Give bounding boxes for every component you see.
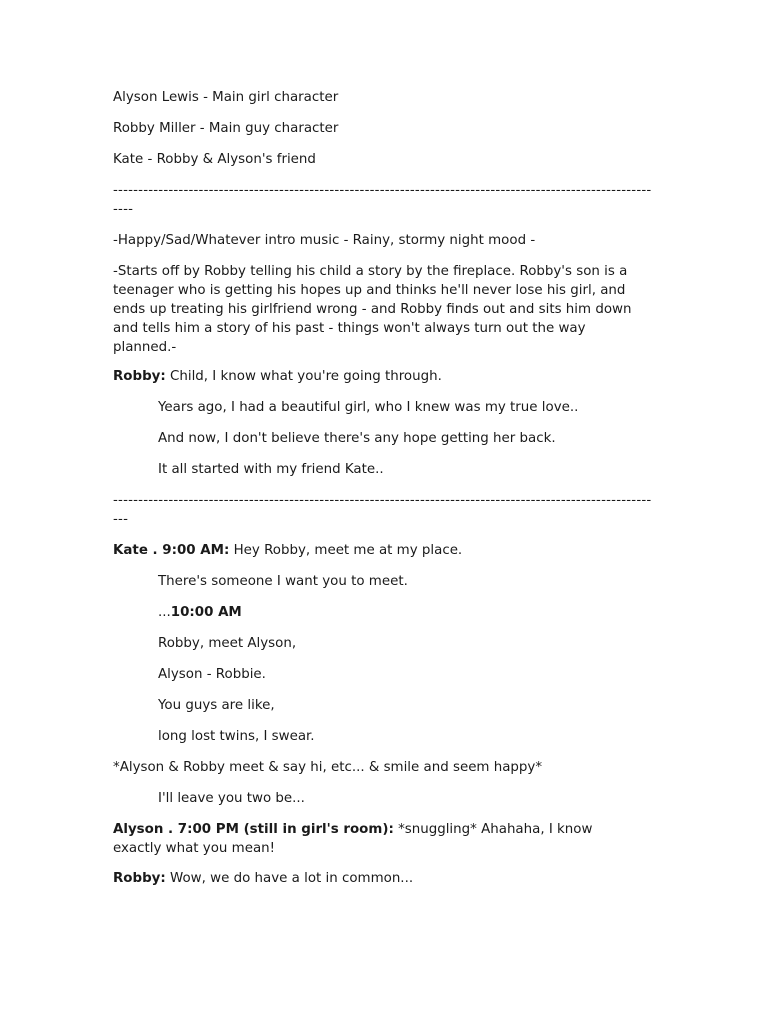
- cast-kate: Kate - Robby & Alyson's friend: [113, 152, 316, 167]
- kate-time-prefix: ...: [158, 605, 171, 620]
- robby-speech-first: [113, 367, 658, 386]
- kate-first-line: Hey Robby, meet me at my place.: [229, 543, 463, 558]
- speaker-robby-2: Robby:: [113, 871, 166, 886]
- robby-line-3: It all started with my friend Kate..: [158, 462, 384, 477]
- intro-music: -Happy/Sad/Whatever intro music - Rainy, stormy night mood -: [113, 233, 536, 248]
- kate-line-4: Alyson - Robbie.: [158, 667, 266, 682]
- cast-robby: Robby Miller - Main guy character: [113, 121, 339, 136]
- divider-1: ---------------------------------------------------------------------------------------------------------------: [113, 183, 652, 217]
- kate-line-5: You guys are like,: [158, 698, 275, 713]
- kate-line-3: Robby, meet Alyson,: [158, 636, 297, 651]
- robby-line-final: Wow, we do have a lot in common...: [165, 871, 414, 886]
- robby-first-line: Child, I know what you're going through.: [165, 369, 442, 384]
- kate-time: [158, 603, 658, 622]
- robby-line-2: And now, I don't believe there's any hope getting her back.: [158, 431, 556, 446]
- kate-line-2: There's someone I want you to meet.: [158, 574, 408, 589]
- stage-action: *Alyson & Robby meet & say hi, etc... & smile and seem happy*: [113, 760, 543, 775]
- cast-alyson: Alyson Lewis - Main girl character: [113, 90, 339, 105]
- robby-speech-2: [113, 869, 658, 888]
- speaker-robby: Robby:: [113, 369, 166, 384]
- speaker-kate: Kate . 9:00 AM:: [113, 543, 230, 558]
- robby-line-1: Years ago, I had a beautiful girl, who I knew was my true love..: [158, 400, 579, 415]
- alyson-speech: [113, 820, 633, 858]
- speaker-alyson: Alyson . 7:00 PM (still in girl's room):: [113, 822, 394, 837]
- kate-speech-first: [113, 541, 658, 560]
- divider-2: --------------------------------------------------------------------------------------------------------------: [113, 493, 652, 527]
- alyson-line: *snuggling* Ahahaha, I know exactly what you mean!: [113, 822, 593, 856]
- intro-description: -Starts off by Robby telling his child a story by the fireplace. Robby's son is a teenager who is getting his hopes up and thinks he'll never lose his girl, and ends up treating his girlfriend wrong - and Robby finds out and sits him down and tells him a story of his past - things won't always turn out the way planned.-: [113, 264, 632, 355]
- kate-time-bold: 10:00 AM: [170, 605, 242, 620]
- leave-line: I'll leave you two be...: [158, 791, 305, 806]
- kate-line-6: long lost twins, I swear.: [158, 729, 315, 744]
